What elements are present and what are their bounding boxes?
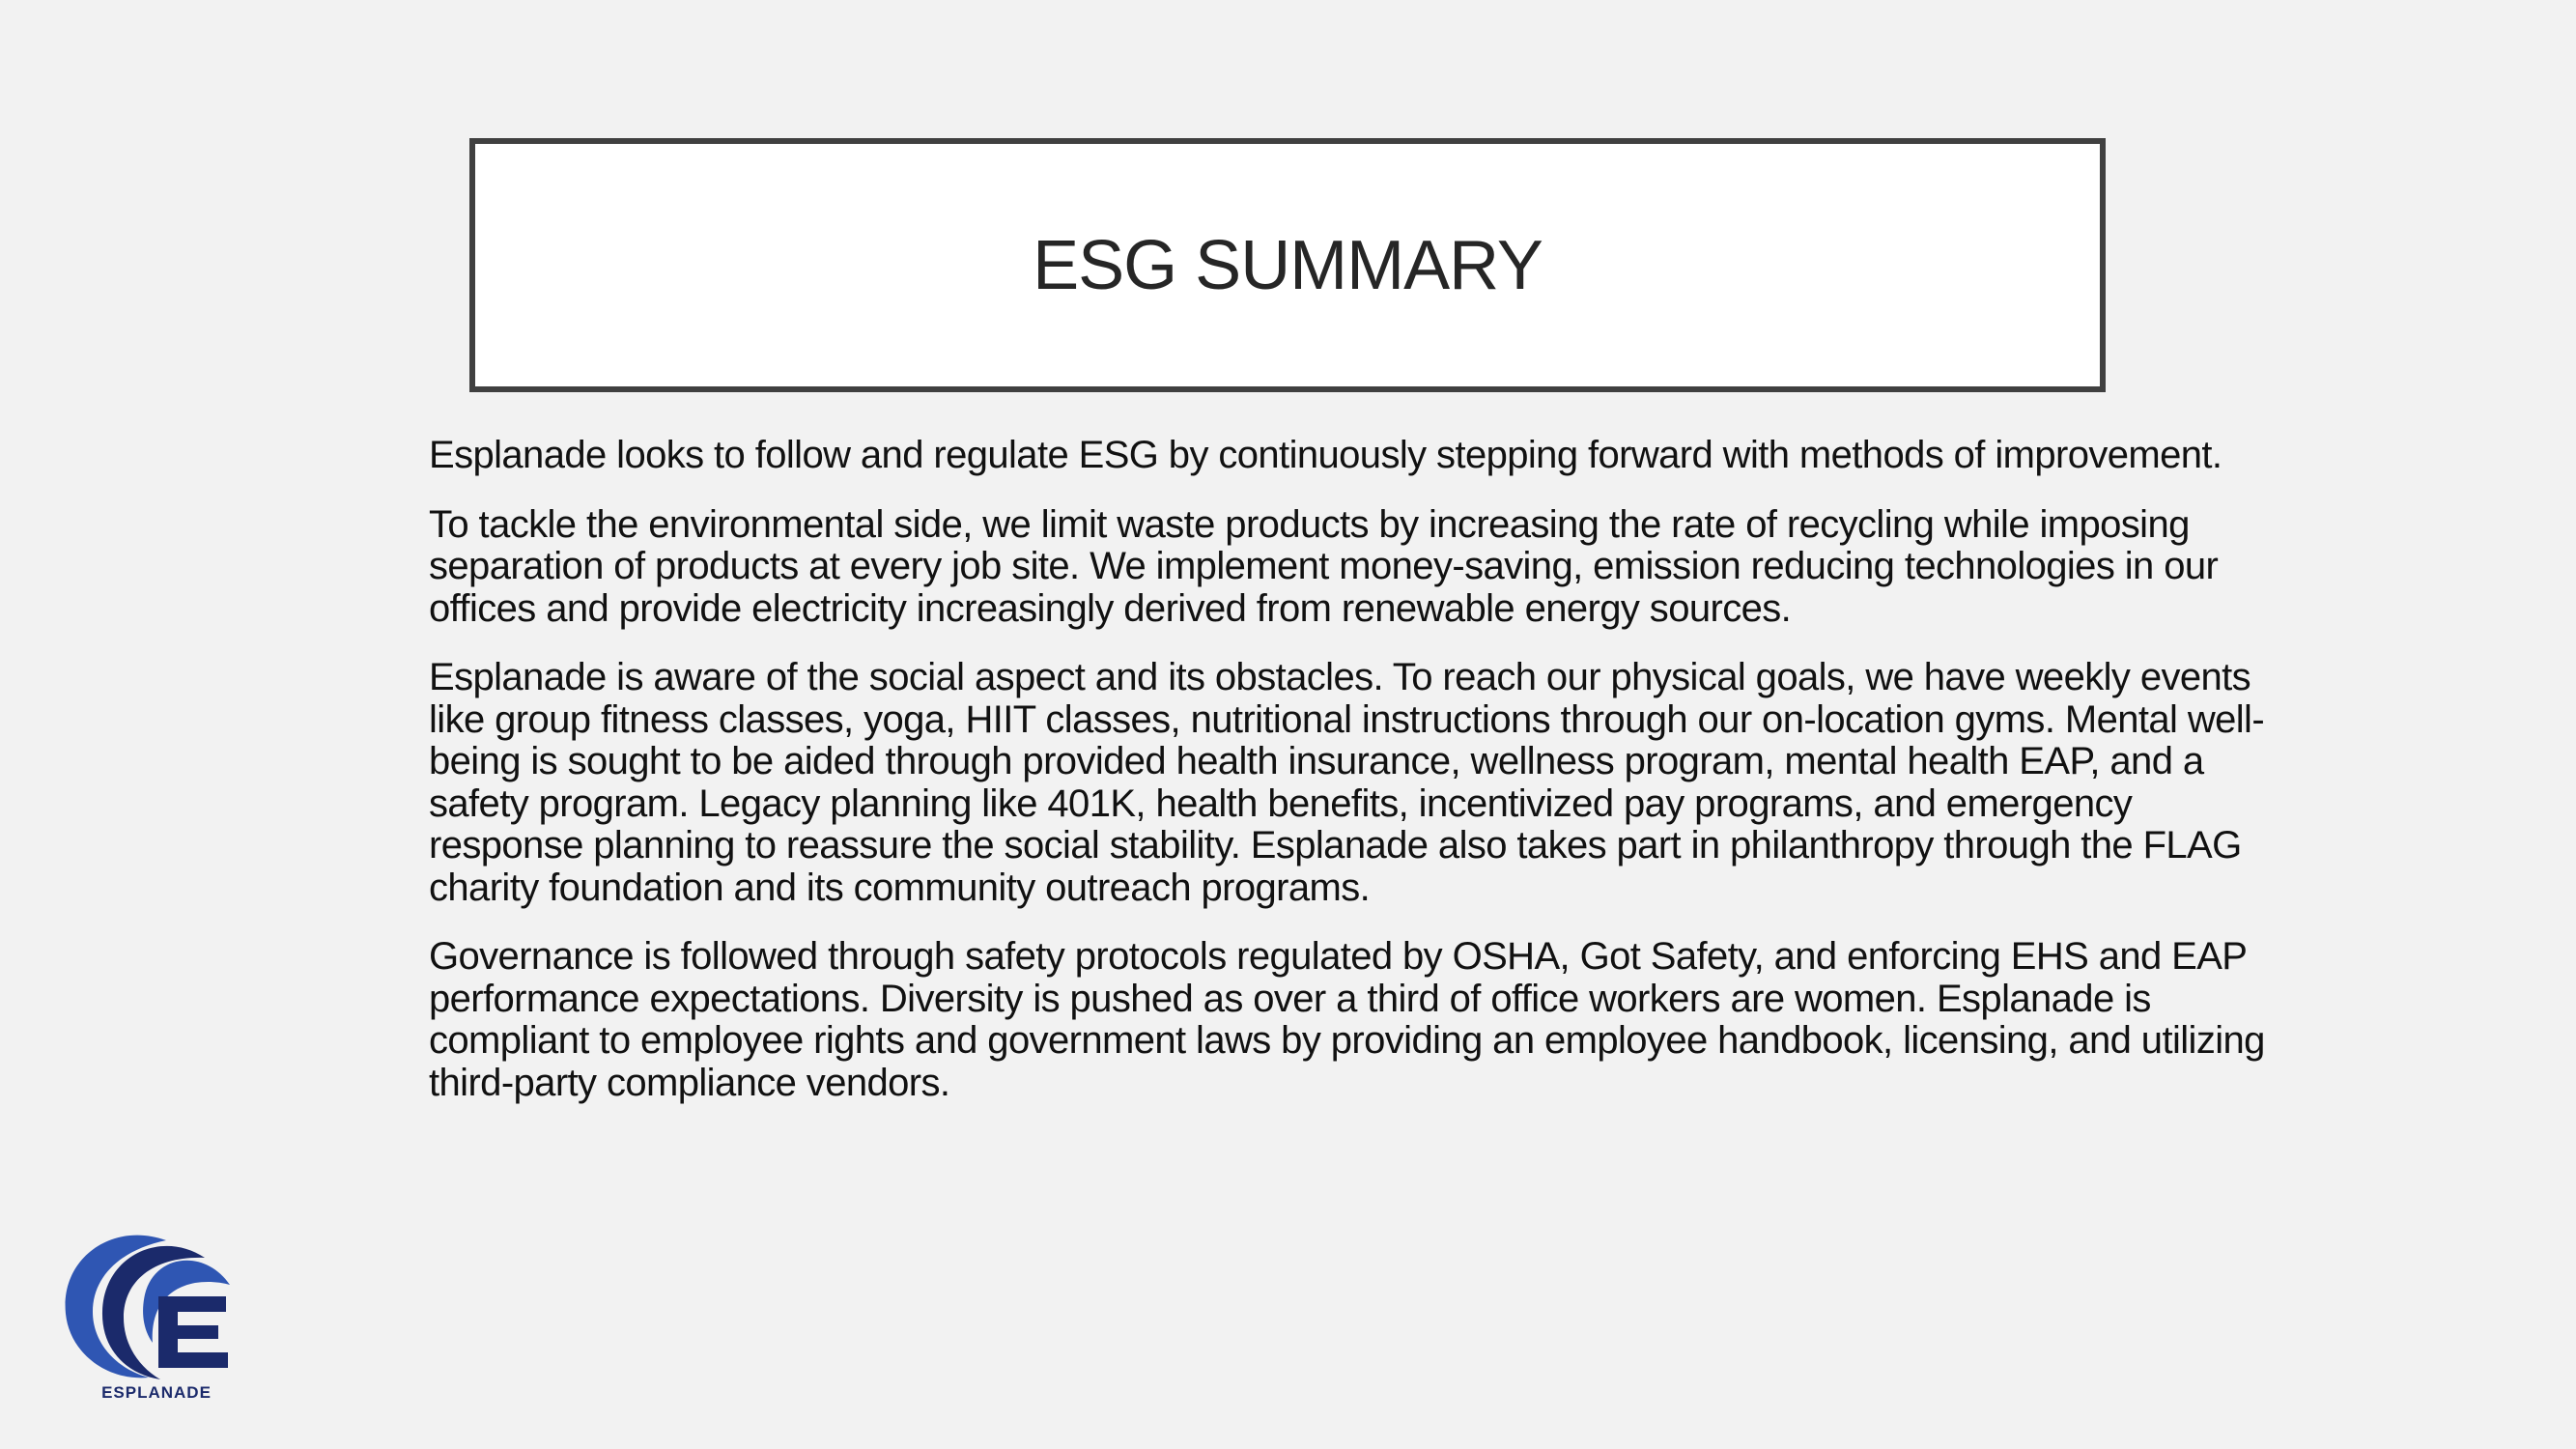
- esplanade-logo-icon: [60, 1229, 253, 1383]
- slide-title: ESG SUMMARY: [1033, 226, 1543, 304]
- paragraph-environmental: To tackle the environmental side, we limit waste products by increasing the rate of recycling while imposing separation of products at every job site. We implement money-saving, emission reducing technologies in our offices and provide electricity increasingly derived from renewable energy sources.: [429, 502, 2219, 630]
- paragraph-governance: Governance is followed through safety protocols regulated by OSHA, Got Safety, and enforcing EHS and EAP performance expectations. Diversity is pushed as over a third of office workers are women. Esplanade is compliant to employee rights and government laws by providing an employee handbook, licensing, and utilizing third-party compliance vendors.: [429, 935, 2265, 1104]
- logo-caption: ESPLANADE: [101, 1383, 212, 1402]
- slide-body: [429, 435, 2274, 1131]
- paragraph-social: Esplanade is aware of the social aspect and its obstacles. To reach our physical goals, we have weekly events like group fitness classes, yoga, HIIT classes, nutritional instructions through our on-location gyms. Mental well-being is sought to be aided through provided health insurance, wellness program, mental health EAP, and a safety program. Legacy planning like 401K, health benefits, incentivized pay programs, and emergency response planning to reassure the social stability. Esplanade also takes part in philanthropy through the FLAG charity foundation and its community outreach programs.: [429, 656, 2265, 909]
- paragraph-intro: Esplanade looks to follow and regulate ESG by continuously stepping forward with methods of improvement.: [429, 434, 2222, 476]
- esplanade-logo: [60, 1229, 253, 1412]
- title-box: [469, 138, 2106, 392]
